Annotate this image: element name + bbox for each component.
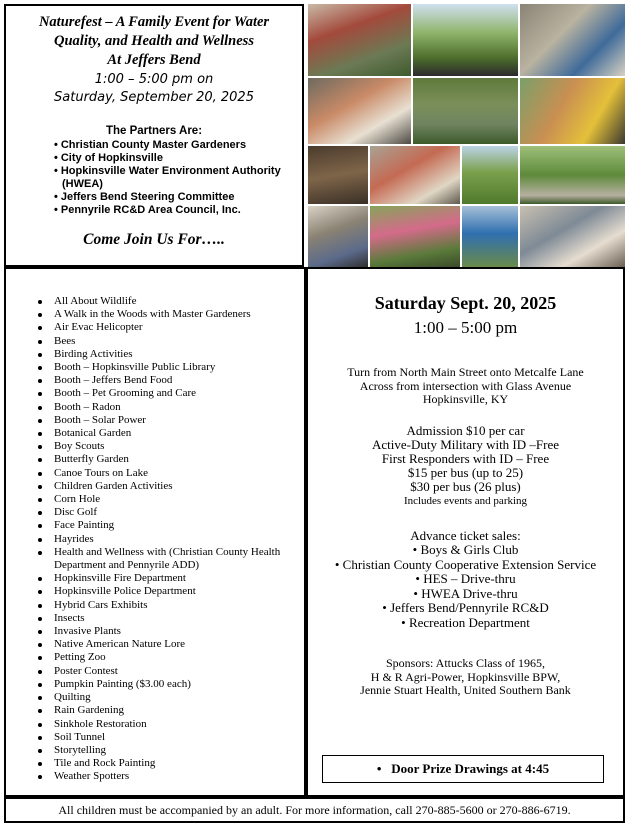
partners-heading: The Partners Are: bbox=[105, 125, 203, 137]
advance-ticket-sales: Advance ticket sales: • Boys & Girls Club • Christian County Cooperative Extension Service • HES – Drive-thru • HWEA Drive-thru • Jeffers Bend/Pennyrile RC&D • Recreation Department bbox=[308, 529, 623, 631]
activity-item: Insects bbox=[38, 612, 300, 625]
come-join-text: Come Join Us For….. bbox=[83, 231, 225, 248]
activity-item: Pumpkin Painting ($3.00 each) bbox=[38, 678, 300, 691]
activity-item: Health and Wellness with (Christian County Health Department and Pennyrile ADD) bbox=[38, 546, 300, 572]
activity-item: All About Wildlife bbox=[38, 295, 300, 308]
activity-item: Butterfly Garden bbox=[38, 453, 300, 466]
directions: Turn from North Main Street onto Metcalfe Lane Across from intersection with Glass Avenue Hopkinsville, KY bbox=[347, 365, 584, 406]
activity-item: Weather Spotters bbox=[38, 770, 300, 783]
activity-item: Sinkhole Restoration bbox=[38, 718, 300, 731]
photo-classroom bbox=[520, 206, 625, 267]
ticket-outlet: • HWEA Drive-thru bbox=[413, 585, 518, 601]
activity-item: Storytelling bbox=[38, 744, 300, 757]
partner-item: • Jeffers Bend Steering Committee bbox=[54, 191, 302, 204]
partners-list bbox=[54, 139, 302, 217]
activity-item: Booth – Radon bbox=[38, 401, 300, 414]
photo-collage bbox=[308, 4, 625, 267]
activity-item: Corn Hole bbox=[38, 493, 300, 506]
footer-note: All children must be accompanied by an adult. For more information, call 270-885-5600 or 270-886-6719. bbox=[4, 797, 625, 823]
activity-item: Rain Gardening bbox=[38, 704, 300, 717]
activity-item: Hopkinsville Police Department bbox=[38, 585, 300, 598]
activity-item: Booth – Jeffers Bend Food bbox=[38, 374, 300, 387]
activity-item: Hybrid Cars Exhibits bbox=[38, 599, 300, 612]
activity-item: Petting Zoo bbox=[38, 651, 300, 664]
admission-prices: Admission $10 per car Active-Duty Military with ID –Free First Responders with ID – Free $15 per bus (up to 25) $30 per bus (26 plus) Includes events and parking bbox=[371, 422, 559, 507]
activity-item: Bees bbox=[38, 335, 300, 348]
activity-item: Invasive Plants bbox=[38, 625, 300, 638]
activity-item: Boy Scouts bbox=[38, 440, 300, 453]
partner-item: • Hopkinsville Water Environment Authority (HWEA) bbox=[54, 165, 302, 191]
photo-canoe-lake bbox=[413, 78, 518, 144]
activity-item: Quilting bbox=[38, 691, 300, 704]
event-header bbox=[4, 4, 304, 267]
event-hours: 1:00 – 5:00 pm bbox=[413, 318, 518, 337]
photo-girl-reading bbox=[520, 78, 625, 144]
photo-family-group bbox=[308, 206, 368, 267]
event-title: Naturefest – A Family Event for Water Quality, and Health and Wellness At Jeffers Bend bbox=[38, 14, 270, 68]
photo-blue-tent bbox=[462, 206, 518, 267]
activity-item: Hopkinsville Fire Department bbox=[38, 572, 300, 585]
ticket-outlet: • Boys & Girls Club bbox=[412, 542, 519, 557]
event-info-panel bbox=[306, 267, 625, 797]
photo-booth-crowd bbox=[308, 4, 411, 76]
activity-item: Booth – Solar Power bbox=[38, 414, 300, 427]
activity-item: Botanical Garden bbox=[38, 427, 300, 440]
photo-indoor-booth bbox=[520, 4, 625, 76]
activity-item: Air Evac Helicopter bbox=[38, 321, 300, 334]
photo-craft-table bbox=[370, 146, 460, 204]
activity-item: Tile and Rock Painting bbox=[38, 757, 300, 770]
activity-item: Booth – Pet Grooming and Care bbox=[38, 387, 300, 400]
activity-item: Children Garden Activities bbox=[38, 480, 300, 493]
activity-item: Hayrides bbox=[38, 533, 300, 546]
ticket-outlet: • Recreation Department bbox=[401, 614, 530, 630]
partner-item: • City of Hopkinsville bbox=[54, 152, 302, 165]
activities-panel bbox=[4, 267, 306, 797]
partner-item: • Christian County Master Gardeners bbox=[54, 139, 302, 152]
door-prize-box: • Door Prize Drawings at 4:45 bbox=[322, 755, 604, 783]
event-time: 1:00 – 5:00 pm on Saturday, September 20, 2025 bbox=[54, 72, 254, 105]
ticket-outlet: • HES – Drive-thru bbox=[415, 571, 516, 586]
sponsors: Sponsors: Attucks Class of 1965, H & R Agri-Power, Hopkinsville BPW, Jennie Stuart Health, United Southern Bank bbox=[360, 656, 571, 697]
photo-shelter-exhibit bbox=[308, 146, 368, 204]
ticket-outlet: • Christian County Cooperative Extension Service bbox=[334, 556, 597, 572]
activity-item: Poster Contest bbox=[38, 665, 300, 678]
activity-item: Disc Golf bbox=[38, 506, 300, 519]
photo-kids-activity bbox=[308, 78, 411, 144]
activity-item: Soil Tunnel bbox=[38, 731, 300, 744]
activity-item: Booth – Hopkinsville Public Library bbox=[38, 361, 300, 374]
partner-item: • Pennyrile RC&D Area Council, Inc. bbox=[54, 204, 302, 217]
activity-item: Native American Nature Lore bbox=[38, 638, 300, 651]
photo-hayride-tractor bbox=[413, 4, 518, 76]
photo-park-path bbox=[520, 146, 625, 204]
photo-outdoor-field bbox=[462, 146, 518, 204]
activity-item: Birding Activities bbox=[38, 348, 300, 361]
activity-item: Face Painting bbox=[38, 519, 300, 532]
activities-list bbox=[38, 295, 300, 784]
activity-item: Canoe Tours on Lake bbox=[38, 467, 300, 480]
ticket-outlet: • Jeffers Bend/Pennyrile RC&D bbox=[382, 600, 549, 615]
event-date: Saturday Sept. 20, 2025 bbox=[374, 293, 557, 313]
photo-kids-outdoor bbox=[370, 206, 460, 267]
activity-item: A Walk in the Woods with Master Gardeners bbox=[38, 308, 300, 321]
